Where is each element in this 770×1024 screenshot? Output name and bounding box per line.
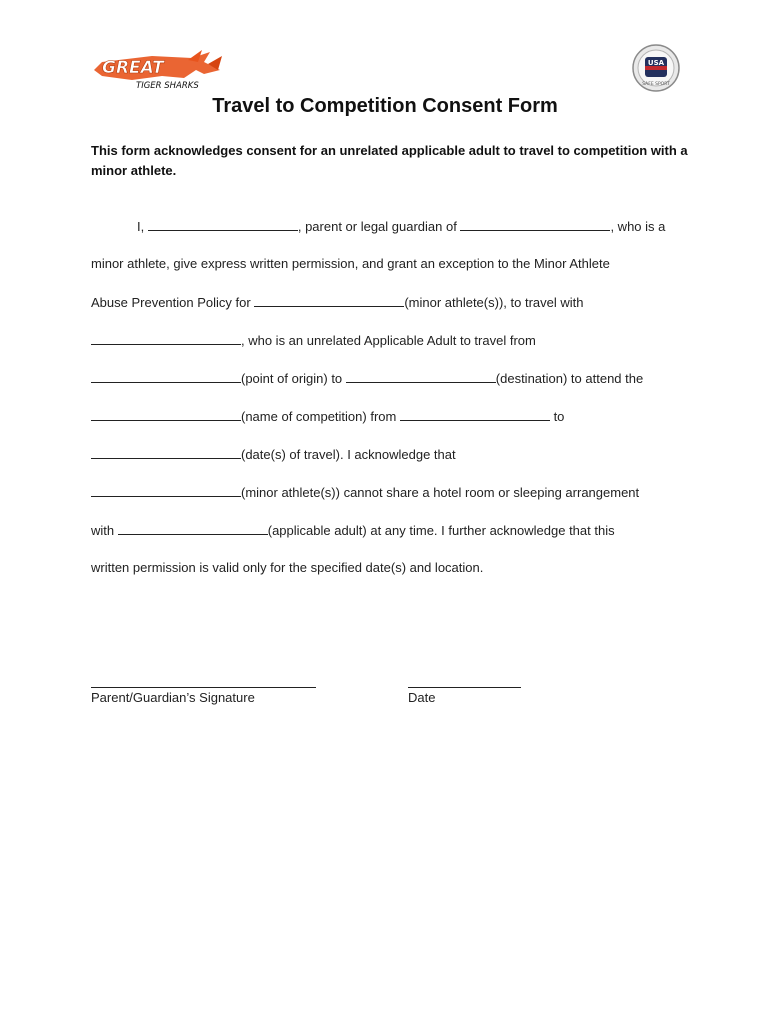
- body-line-5: [91, 370, 643, 386]
- text: (destination) to attend the: [495, 371, 644, 386]
- text: (name of competition) from: [241, 409, 400, 424]
- text: (point of origin) to: [241, 371, 346, 386]
- date-from-blank[interactable]: [400, 408, 550, 421]
- seal-text-safe-sport: SAFE SPORT: [642, 82, 670, 87]
- parent-signature-label: Parent/Guardian’s Signature: [91, 690, 255, 705]
- text: Abuse Prevention Policy for: [91, 295, 255, 310]
- destination-blank[interactable]: [346, 370, 496, 383]
- text: (applicable adult) at any time. I further acknowledge that this: [267, 523, 615, 538]
- body-line-2: minor athlete, give express written permission, and grant an exception to the Minor Athlete: [91, 256, 610, 271]
- parent-name-blank[interactable]: [148, 218, 298, 231]
- text: to: [549, 409, 565, 424]
- text: I,: [137, 219, 148, 234]
- minor-athletes-room-blank[interactable]: [91, 484, 241, 497]
- date-signature-line[interactable]: [408, 687, 521, 688]
- text: , who is a: [610, 219, 666, 234]
- text: , parent or legal guardian of: [297, 219, 461, 234]
- minor-athletes-blank[interactable]: [254, 294, 404, 307]
- text: (minor athlete(s)), to travel with: [404, 295, 584, 310]
- great-tiger-sharks-logo: [92, 48, 224, 92]
- applicable-adult-blank[interactable]: [91, 332, 241, 345]
- logo-text-tiger-sharks: TIGER SHARKS: [136, 81, 199, 91]
- body-line-4: [91, 332, 536, 348]
- point-of-origin-blank[interactable]: [91, 370, 241, 383]
- form-title: Travel to Competition Consent Form: [212, 95, 558, 117]
- body-line-8: [91, 484, 639, 500]
- usa-safe-sport-seal: [632, 44, 680, 92]
- body-line-7: [91, 446, 456, 462]
- competition-name-blank[interactable]: [91, 408, 241, 421]
- date-to-blank[interactable]: [91, 446, 241, 459]
- text: (date(s) of travel). I acknowledge that: [241, 447, 456, 462]
- text: with: [91, 523, 118, 538]
- text: (minor athlete(s)) cannot share a hotel room or sleeping arrangement: [241, 485, 640, 500]
- minor-name-blank[interactable]: [460, 218, 610, 231]
- seal-text-usa: USA: [647, 59, 665, 67]
- logo-text-great: GREAT: [102, 58, 164, 78]
- date-label: Date: [408, 690, 436, 705]
- body-line-3: [91, 294, 583, 310]
- form-intro: This form acknowledges consent for an unrelated applicable adult to travel to competition with a minor athlete.: [91, 143, 688, 178]
- applicable-adult-room-blank[interactable]: [118, 522, 268, 535]
- parent-signature-line[interactable]: [91, 687, 316, 688]
- body-line-1: [137, 218, 665, 234]
- body-line-10: written permission is valid only for the specified date(s) and location.: [91, 560, 484, 575]
- text: , who is an unrelated Applicable Adult to travel from: [241, 333, 536, 348]
- body-line-9: [91, 522, 615, 538]
- body-line-6: [91, 408, 564, 424]
